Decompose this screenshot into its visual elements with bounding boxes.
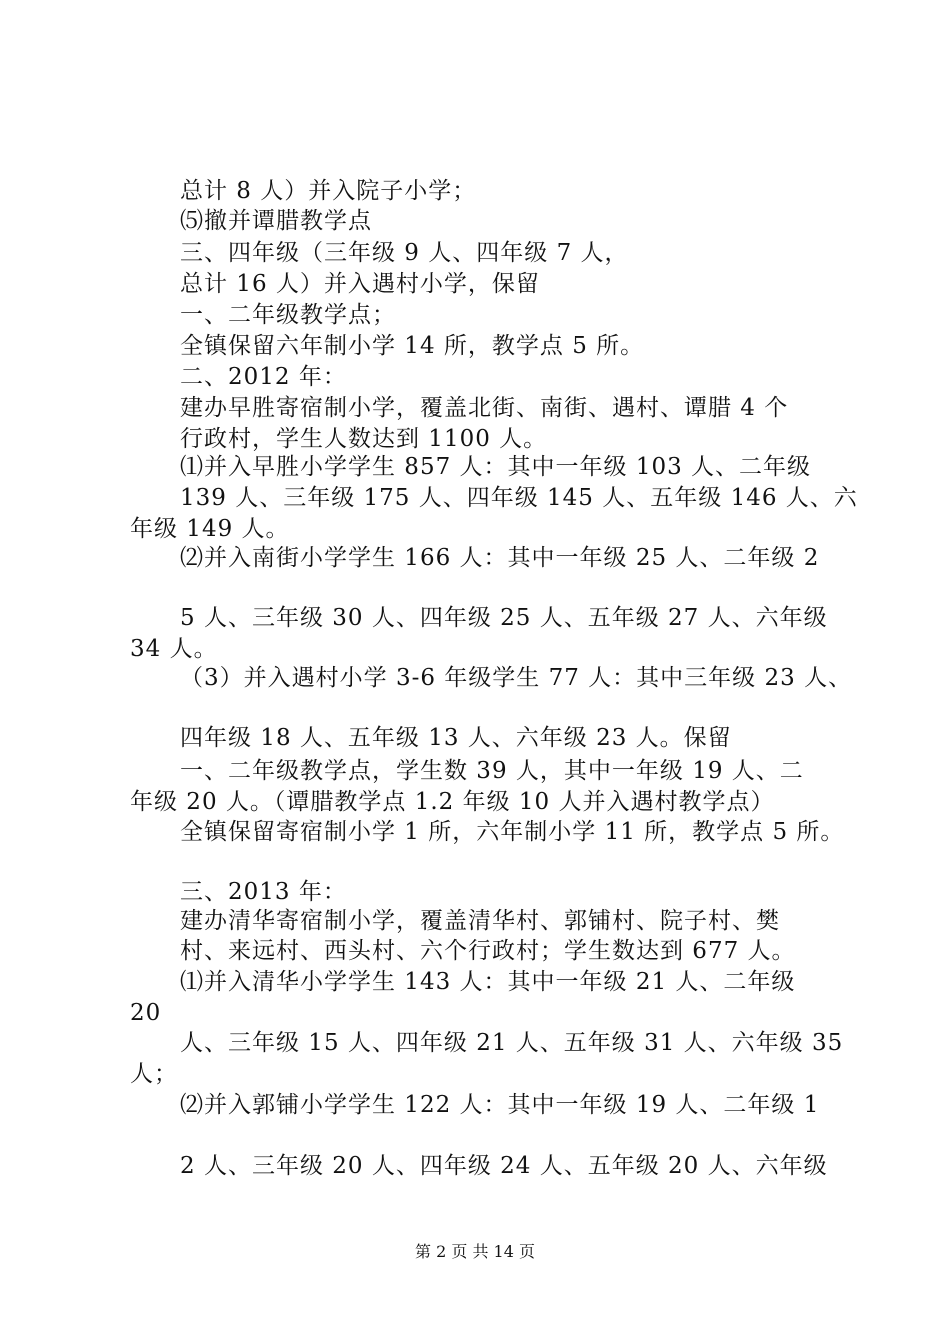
text-line: 全镇保留六年制小学 14 所，教学点 5 所。 <box>180 333 645 359</box>
text-line: 年级 149 人。 <box>130 516 290 542</box>
text-line: 行政村，学生人数达到 1100 人。 <box>180 426 548 452</box>
text-line: 三、四年级（三年级 9 人、四年级 7 人， <box>180 240 629 266</box>
text-line: 一、二年级教学点，学生数 39 人，其中一年级 19 人、二 <box>180 758 804 784</box>
section-heading: 三、2013 年： <box>180 879 347 905</box>
text-line: 人； <box>130 1061 178 1087</box>
text-line: 总计 16 人）并入遇村小学，保留 <box>180 271 540 297</box>
text-line: 村、来远村、西头村、六个行政村；学生数达到 677 人。 <box>180 938 796 964</box>
text-line: 四年级 18 人、五年级 13 人、六年级 23 人。保留 <box>180 725 732 751</box>
text-line: 全镇保留寄宿制小学 1 所，六年制小学 11 所，教学点 5 所。 <box>180 819 845 845</box>
text-line: （3）并入遇村小学 3-6 年级学生 77 人：其中三年级 23 人、 <box>180 665 853 691</box>
text-line: 人、三年级 15 人、四年级 21 人、五年级 31 人、六年级 35 <box>180 1030 844 1056</box>
text-line: 年级 20 人。（谭腊教学点 1.2 年级 10 人并入遇村教学点） <box>130 789 775 815</box>
text-line: 139 人、三年级 175 人、四年级 145 人、五年级 146 人、六 <box>180 485 858 511</box>
text-line: 总计 8 人）并入院子小学； <box>180 178 477 204</box>
text-line: 20 <box>130 1000 162 1026</box>
section-heading: 二、2012 年： <box>180 364 347 390</box>
text-line: ⑵并入郭铺小学学生 122 人：其中一年级 19 人、二年级 1 <box>180 1092 820 1118</box>
text-line: 5 人、三年级 30 人、四年级 25 人、五年级 27 人、六年级 <box>180 605 828 631</box>
text-line: 建办早胜寄宿制小学，覆盖北街、南街、遇村、谭腊 4 个 <box>180 395 789 421</box>
page-footer: 第 2 页 共 14 页 <box>415 1242 535 1261</box>
text-line: ⑴并入早胜小学学生 857 人：其中一年级 103 人、二年级 <box>180 454 812 480</box>
text-line: ⑴并入清华小学学生 143 人：其中一年级 21 人、二年级 <box>180 969 796 995</box>
text-line: 一、二年级教学点； <box>180 302 396 328</box>
text-line: 34 人。 <box>130 636 218 662</box>
text-line: ⑸撤并谭腊教学点 <box>180 208 372 234</box>
text-line: 2 人、三年级 20 人、四年级 24 人、五年级 20 人、六年级 <box>180 1153 828 1179</box>
text-line: ⑵并入南街小学学生 166 人：其中一年级 25 人、二年级 2 <box>180 545 820 571</box>
text-line: 建办清华寄宿制小学，覆盖清华村、郭铺村、院子村、樊 <box>180 908 780 934</box>
